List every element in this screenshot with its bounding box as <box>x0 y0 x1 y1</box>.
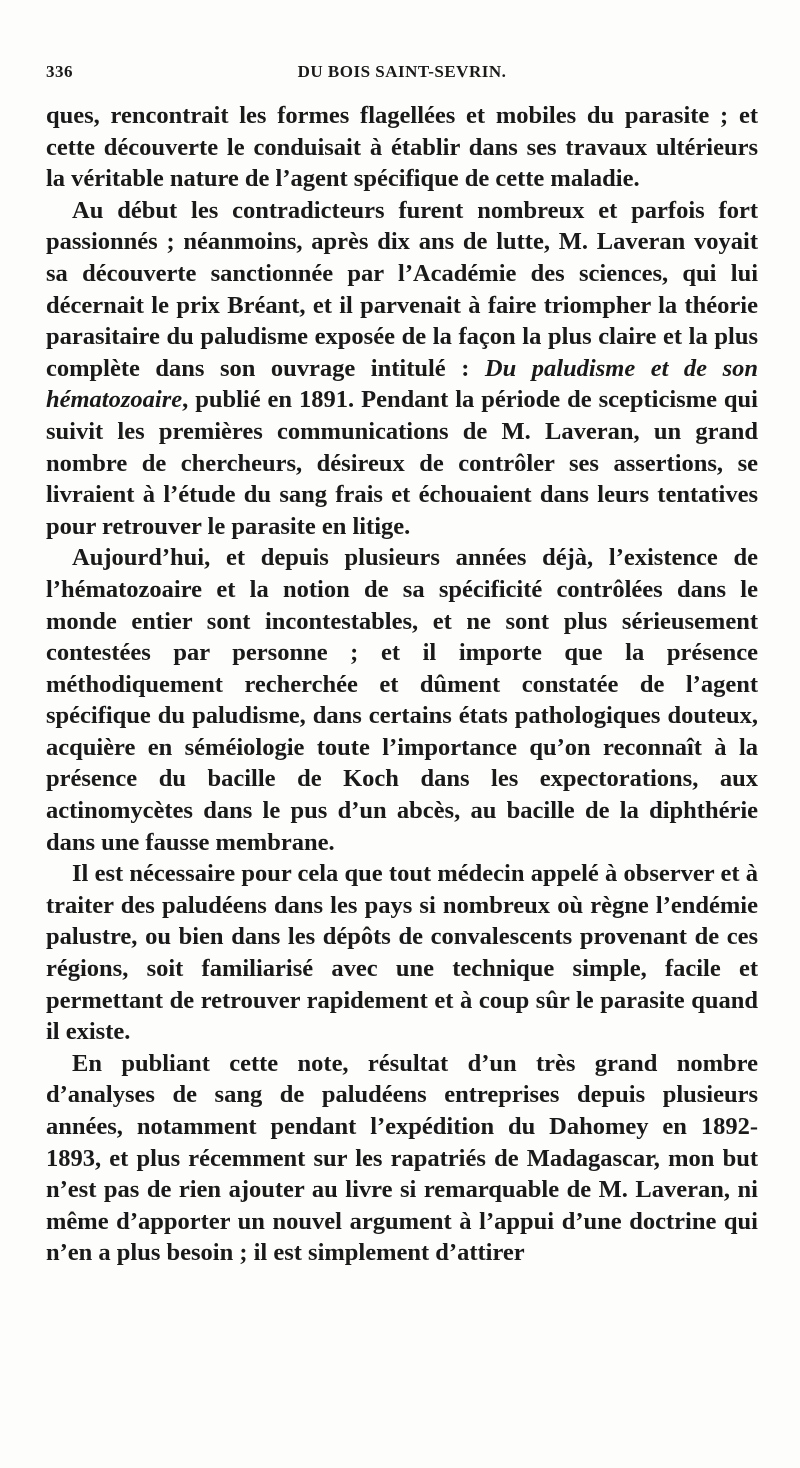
paragraph-5: En publiant cette note, résultat d’un très grand nombre d’analyses de sang de paludéens entreprises depuis plusieurs années, notamment pendant l’expédition du Dahomey en 1892-1893, et plus récemment sur les rapatriés de Madagascar, mon but n’est pas de rien ajouter au livre si remarquable de M. Laveran, ni même d’apporter un nouvel argument à l’appui d’une doctrine qui n’en a plus besoin ; il est simplement d’attirer <box>46 1049 758 1267</box>
paragraph-2 <box>46 195 758 543</box>
page-number: 336 <box>46 62 73 81</box>
page-header <box>46 62 758 90</box>
paragraph-1: ques, rencontrait les formes flagellées et mobiles du parasite ; et cette découverte le conduisait à établir dans ses travaux ultérieurs la véritable nature de l’agent spécifique de cette maladie. <box>46 102 758 193</box>
paragraph-2-end: , publié en 1891. Pendant la période de scepticisme qui suivit les premières communications de M. Laveran, un grand nombre de chercheurs, désireux de contrôler ses assertions, se livraient à l’étude du sang frais et échouaient dans leurs tentatives pour retrouver le parasite en litige. <box>46 386 758 540</box>
running-title: DU BOIS SAINT-SEVRIN. <box>297 62 507 81</box>
body-text <box>46 100 758 1269</box>
paragraph-3: Aujourd’hui, et depuis plusieurs années déjà, l’existence de l’hématozoaire et la notion de sa spécificité contrôlées dans le monde entier sont incontestables, et ne sont plus sérieusement contestées par personne ; et il importe que la présence méthodiquement recherchée et dûment constatée de l’agent spécifique du paludisme, dans certains états pathologiques douteux, acquière en séméiologie toute l’importance qu’on reconnaît à la présence du bacille de Koch dans les expectorations, aux actinomycètes dans le pus d’un abcès, au bacille de la diphthérie dans une fausse membrane. <box>46 544 758 856</box>
paragraph-4: Il est nécessaire pour cela que tout médecin appelé à observer et à traiter des paludéens dans les pays si nombreux où règne l’endémie palustre, ou bien dans les dépôts de convalescents provenant de ces régions, soit familiarisé avec une technique simple, facile et permettant de retrouver rapidement et à coup sûr le parasite quand il existe. <box>46 860 758 1046</box>
book-title-italic: Du paludisme et de son hématozoaire <box>46 354 758 414</box>
paragraph-2-start: Au début les contradicteurs furent nombreux et parfois fort passionnés ; néanmoins, après dix ans de lutte, M. Laveran voyait sa découverte sanctionnée par l’Académie des sciences, qui lui décernait le prix Bréant, et il parvenait à faire triompher la théorie parasitaire du paludisme exposée de la façon la plus claire et la plus complète dans son ouvrage intitulé : <box>46 196 758 382</box>
